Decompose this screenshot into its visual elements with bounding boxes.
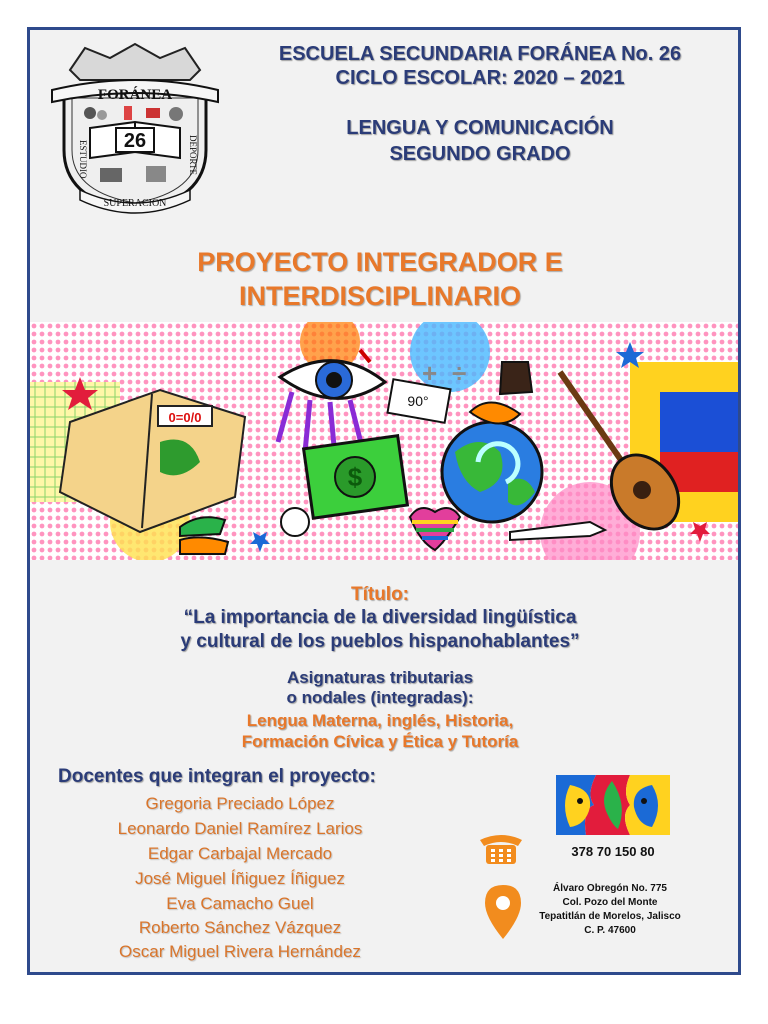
school-name: ESCUELA SECUNDARIA FORÁNEA No. 26 [278, 43, 682, 65]
subjects-line2: o nodales (integradas): [286, 688, 474, 707]
teacher-name: Roberto Sánchez Vázquez [138, 918, 342, 937]
faces-logo [556, 775, 670, 835]
phone-icon [478, 830, 524, 866]
teacher-name: Eva Camacho Guel [166, 894, 314, 913]
teachers-heading: Docentes que integran el proyecto: [58, 766, 376, 787]
teacher-name: José Miguel Íñiguez Íñiguez [135, 869, 345, 888]
subject-name: LENGUA Y COMUNICACIÓN [346, 117, 614, 139]
title-line2: y cultural de los pueblos hispanohablantes” [180, 631, 580, 652]
school-crest [50, 40, 220, 215]
crest-left-motto: ESTUDIO [78, 140, 88, 179]
teacher-name: Edgar Carbajal Mercado [147, 844, 333, 863]
address-line2: Col. Pozo del Monte [562, 897, 658, 908]
title-line1: “La importancia de la diversidad lingüística [183, 607, 577, 628]
address-line3: Tepatitlán de Morelos, Jalisco [539, 911, 681, 922]
subjects-list2: Formación Cívica y Ética y Tutoría [241, 732, 519, 751]
location-pin-icon [483, 883, 523, 941]
crest-bottom-motto: SUPERACION [103, 198, 167, 209]
subjects-list1: Lengua Materna, inglés, Historia, [246, 711, 514, 730]
crest-right-motto: DEPORTE [188, 135, 198, 175]
teacher-name: Leonardo Daniel Ramírez Larios [117, 819, 363, 838]
phone-number: 378 70 150 80 [571, 844, 655, 859]
address-line1: Álvaro Obregón No. 775 [553, 883, 667, 894]
banner-sign: 0=0/0 [168, 410, 202, 425]
project-title-line2: INTERDISCIPLINARIO [238, 281, 521, 311]
school-cycle: CICLO ESCOLAR: 2020 – 2021 [335, 67, 625, 89]
project-title-line1: PROYECTO INTEGRADOR E [197, 247, 563, 277]
teacher-name: Gregoria Preciado López [145, 794, 335, 813]
svg-text:+: + [422, 358, 438, 388]
address-line4: C. P. 47600 [584, 925, 636, 936]
title-label: Título: [350, 584, 410, 605]
subjects-line1: Asignaturas tributarias [286, 668, 474, 687]
crest-banner: FORÁNEA [97, 87, 173, 103]
teacher-name: Oscar Miguel Rivera Hernández [119, 942, 361, 961]
crest-number: 26 [123, 130, 147, 152]
banner-coin: $ [347, 462, 363, 492]
banner-angle: 90° [407, 393, 429, 409]
banner-illustration [30, 322, 738, 560]
svg-text:÷: ÷ [452, 358, 467, 388]
grade-name: SEGUNDO GRADO [389, 143, 571, 165]
